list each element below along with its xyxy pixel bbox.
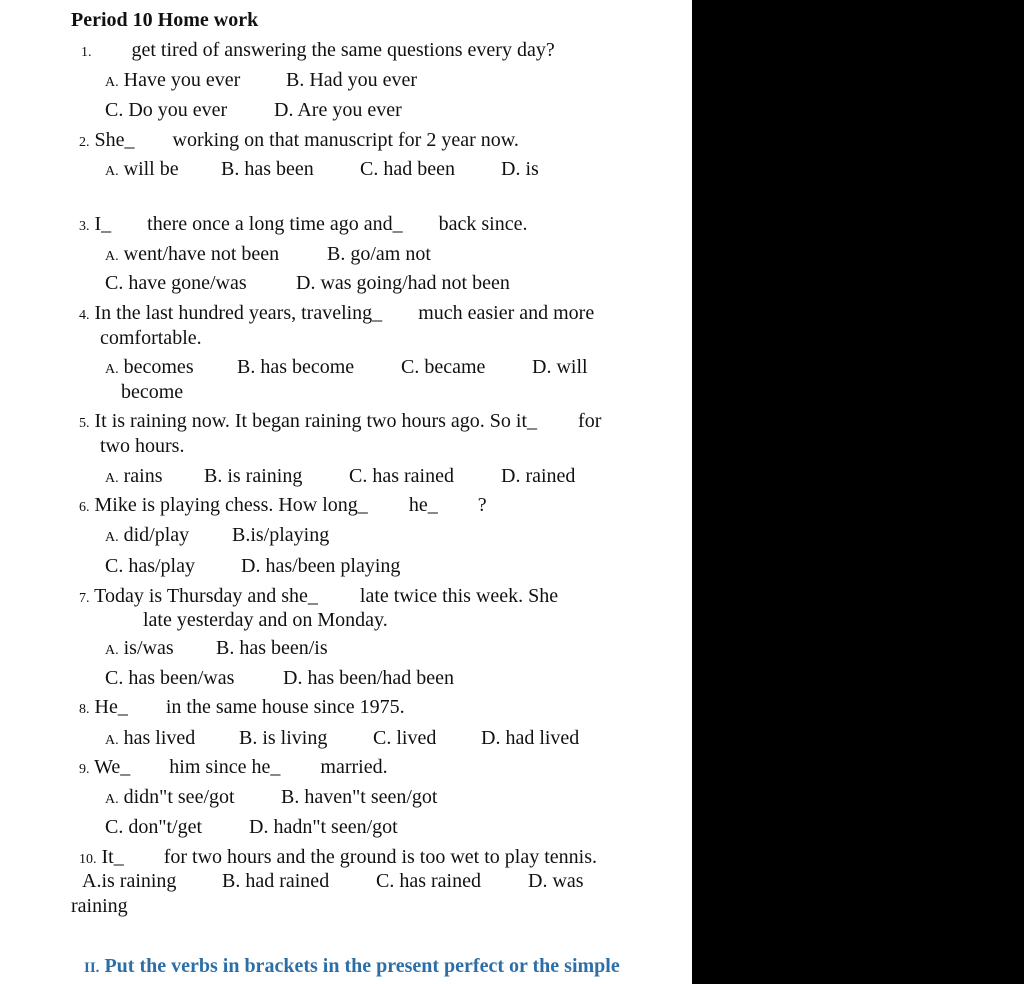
question-10: 10. It_ for two hours and the ground is too wet to play tennis.	[79, 846, 597, 868]
option-c: C. lived	[373, 727, 437, 749]
option-b: B. had rained	[222, 870, 330, 892]
question-7-continued: late yesterday and on Monday.	[143, 609, 388, 631]
option-b: B. haven"t seen/got	[281, 786, 438, 808]
option-b: B. go/am not	[327, 243, 431, 265]
option-c: C. Do you ever	[105, 99, 228, 121]
option-a: A. will be	[105, 158, 179, 180]
option-d: D. has been/had been	[283, 667, 455, 689]
option-c: C. don"t/get	[105, 816, 203, 838]
question-3: 3. I_ there once a long time ago and_ back since.	[79, 213, 528, 235]
option-c: C. have gone/was	[105, 272, 247, 294]
question-7: 7. Today is Thursday and she_ late twice this week. She	[79, 585, 559, 607]
option-a: A. has lived	[105, 727, 196, 749]
option-d: D. was	[528, 870, 584, 892]
option-c: C. became	[401, 356, 486, 378]
option-a: A. did/play	[105, 524, 190, 546]
question-9: 9. We_ him since he_ married.	[79, 756, 388, 778]
section-heading: II. Put the verbs in brackets in the present perfect or the simple	[84, 955, 620, 977]
question-8: 8. He_ in the same house since 1975.	[79, 696, 405, 718]
option-c: C. had been	[360, 158, 455, 180]
question-6: 6. Mike is playing chess. How long_ he_ ?	[79, 494, 487, 516]
option-d: D. hadn"t seen/got	[249, 816, 398, 838]
option-a: A. Have you ever	[105, 69, 241, 91]
option-a: A. didn"t see/got	[105, 786, 235, 808]
option-a: A. rains	[105, 465, 163, 487]
question-5-continued: two hours.	[100, 435, 185, 457]
question-number: 1.	[81, 45, 92, 60]
question-5: 5. It is raining now. It began raining two hours ago. So it_ for	[79, 410, 602, 432]
option-c: C. has/play	[105, 555, 195, 577]
option-a: A. is/was	[105, 637, 174, 659]
option-c: C. has rained	[349, 465, 454, 487]
option-b: B. is raining	[204, 465, 303, 487]
question-1	[81, 38, 555, 65]
option-b: B. has been	[221, 158, 314, 180]
question-4-continued: comfortable.	[100, 327, 202, 349]
option-d: D. had lived	[481, 727, 580, 749]
question-4: 4. In the last hundred years, traveling_ much easier and more	[79, 302, 595, 324]
option-d: D. was going/had not been	[296, 272, 510, 294]
question-text: get tired of answering the same questions every day?	[131, 39, 555, 61]
option-d: D. is	[501, 158, 539, 180]
option-c: C. has been/was	[105, 667, 235, 689]
option-d: D. will	[532, 356, 588, 378]
page-title: Period 10 Home work	[71, 9, 259, 31]
option-a-continued: become	[121, 381, 184, 403]
option-b: B. has been/is	[216, 637, 328, 659]
option-d: D. rained	[501, 465, 576, 487]
option-a: A.is raining	[82, 870, 177, 892]
option-b: B. Had you ever	[286, 69, 418, 91]
option-c: C. has rained	[376, 870, 481, 892]
option-d: D. has/been playing	[241, 555, 401, 577]
option-b: B. has become	[237, 356, 355, 378]
option-b: B. is living	[239, 727, 328, 749]
option-a: A. went/have not been	[105, 243, 280, 265]
option-b: B.is/playing	[232, 524, 330, 546]
question-2: 2. She_ working on that manuscript for 2 year now.	[79, 129, 519, 151]
option-d: D. Are you ever	[274, 99, 402, 121]
option-d-continued: raining	[71, 895, 128, 917]
option-a: A. becomes	[105, 356, 194, 378]
